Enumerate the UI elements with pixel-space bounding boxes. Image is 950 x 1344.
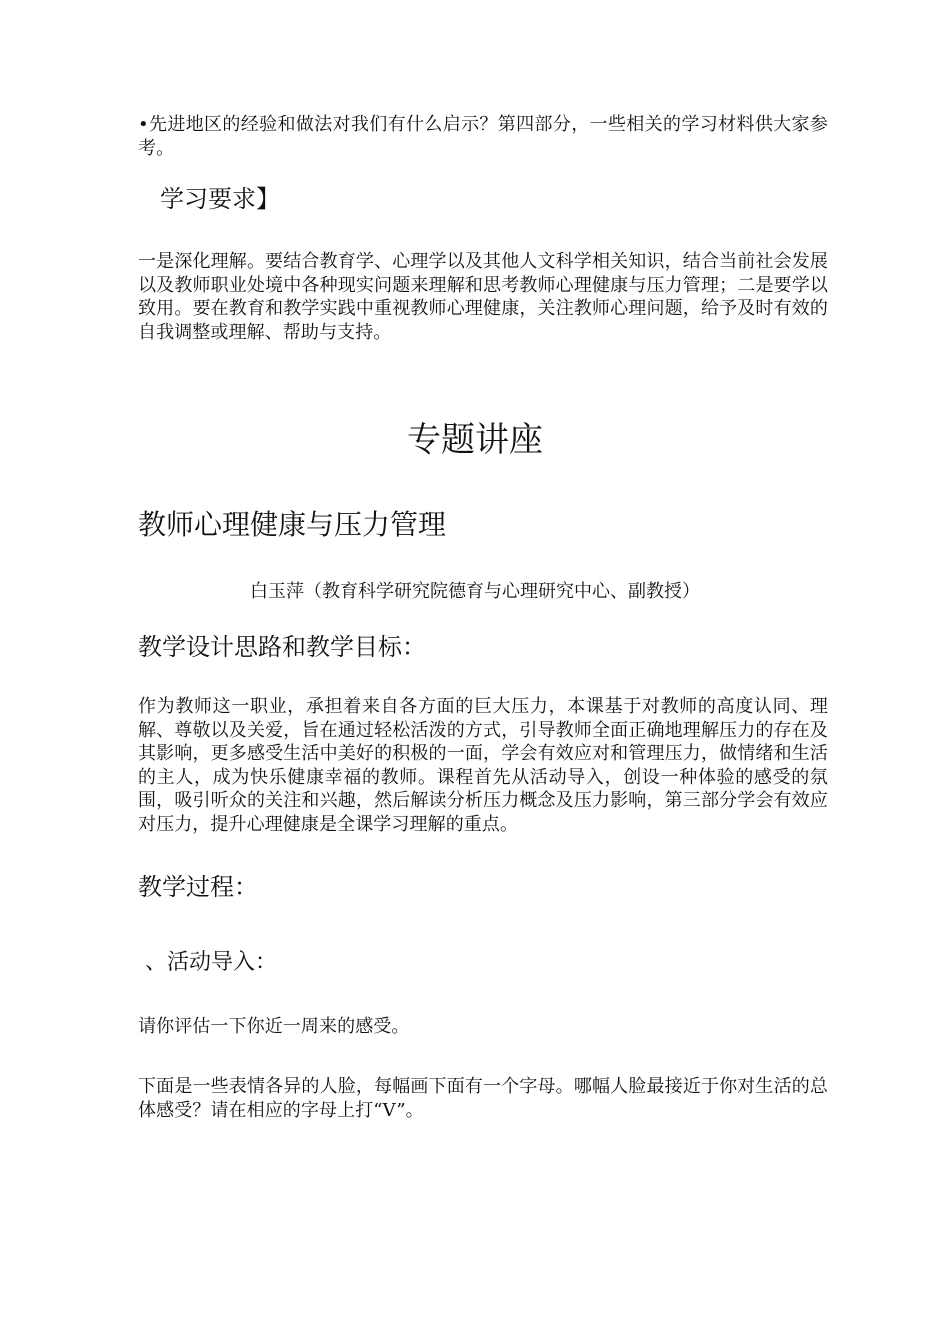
process-heading: 教学过程：: [138, 873, 258, 901]
activity-heading: 、活动导入：: [145, 950, 278, 975]
instruction-1: 请你评估一下你近一周来的感受。: [138, 1016, 410, 1037]
lecture-section-title: 专题讲座: [407, 420, 543, 460]
learning-requirements-heading: 学习要求】: [160, 185, 280, 213]
instruction-2: 下面是一些表情各异的人脸，每幅画下面有一个字母。哪幅人脸最接近于你对生活的总体感受？请在相应的字母上打“V”。: [138, 1076, 828, 1121]
intro-paragraph: •先进地区的经验和做法对我们有什么启示？第四部分，一些相关的学习材料供大家参考。: [138, 114, 828, 159]
learning-requirements-body: 一是深化理解。要结合教育学、心理学以及其他人文科学相关知识，结合当前社会发展以及教师职业处境中各种现实问题来理解和思考教师心理健康与压力管理；二是要学以致用。要在教育和教学实践中重视教师心理健康，关注教师心理问题，给予及时有效的自我调整或理解、帮助与支持。: [138, 251, 828, 343]
design-heading: 教学设计思路和教学目标：: [138, 633, 426, 661]
author-line: 白玉萍（教育科学研究院德育与心理研究中心、副教授）: [250, 581, 700, 602]
lecture-topic-title: 教师心理健康与压力管理: [138, 508, 447, 541]
design-body: 作为教师这一职业，承担着来自各方面的巨大压力，本课基于对教师的高度认同、理解、尊敬以及关爱，旨在通过轻松活泼的方式，引导教师全面正确地理解压力的存在及其影响，更多感受生活中美好的积极的一面，学会有效应对和管理压力，做情绪和生活的主人，成为快乐健康幸福的教师。课程首先从活动导入，创设一种体验的感受的氛围，吸引听众的关注和兴趣，然后解读分析压力概念及压力影响，第三部分学会有效应对压力，提升心理健康是全课学习理解的重点。: [138, 696, 828, 835]
